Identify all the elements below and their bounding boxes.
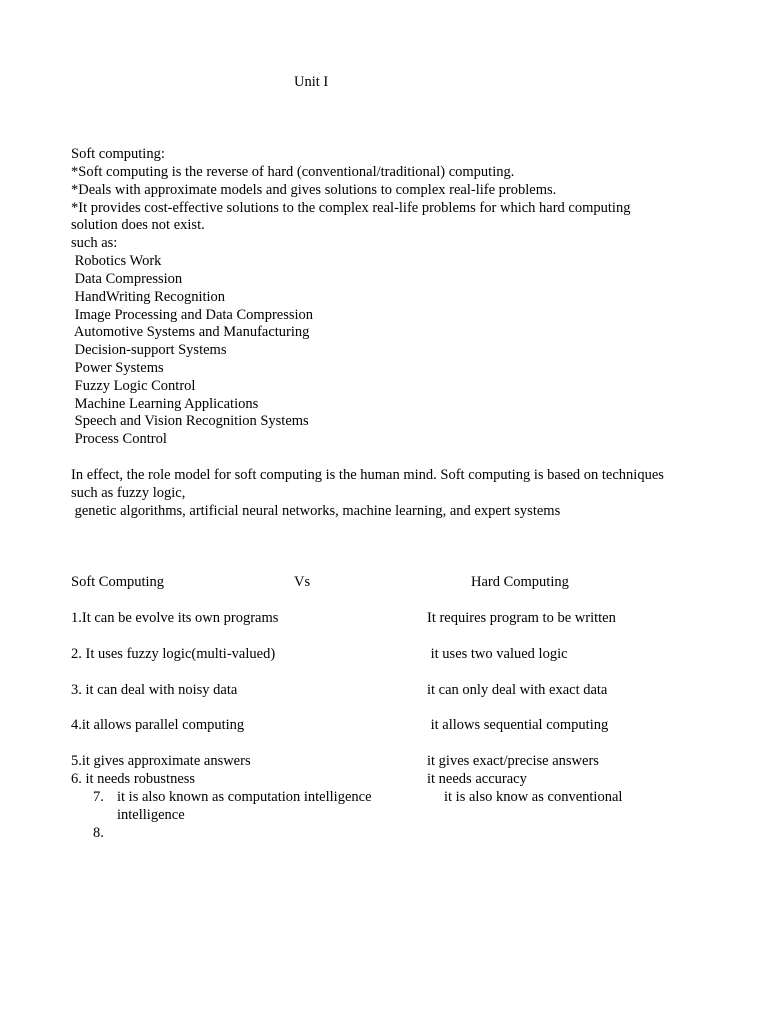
point-line: *Deals with approximate models and gives solutions to complex real-life problems. [71, 182, 557, 198]
point-line: *Soft computing is the reverse of hard (conventional/traditional) computing. [71, 164, 515, 180]
point-line: *It provides cost-effective solutions to the complex real-life problems for which hard computing [71, 200, 631, 216]
comparison-left-cell: 4.it allows parallel computing [71, 717, 245, 733]
comparison-left-cell: 5.it gives approximate answers [71, 753, 251, 769]
comparison-left-cell: 3. it can deal with noisy data [71, 682, 238, 698]
comparison-right-cell: it can only deal with exact data [427, 682, 608, 698]
application-item: Speech and Vision Recognition Systems [71, 413, 309, 429]
comparison-right-cell: it is also know as conventional [444, 789, 623, 805]
comparison-left-header: Soft Computing [71, 574, 165, 590]
application-item: Automotive Systems and Manufacturing [71, 324, 310, 340]
comparison-right-cell: it gives exact/precise answers [427, 753, 599, 769]
comparison-vs: Vs [294, 574, 311, 590]
comparison-left-cell: it is also known as computation intelligence [117, 789, 372, 805]
comparison-left-cell: intelligence [117, 807, 185, 823]
point-line: such as: [71, 235, 118, 251]
paragraph-line: In effect, the role model for soft computing is the human mind. Soft computing is based on techniques [71, 467, 664, 483]
comparison-right-header: Hard Computing [471, 574, 569, 590]
comparison-right-cell: It requires program to be written [427, 610, 616, 626]
application-item: Power Systems [71, 360, 164, 376]
comparison-right-cell: it allows sequential computing [427, 717, 609, 733]
section-heading: Soft computing: [71, 146, 165, 162]
comparison-right-cell: it uses two valued logic [427, 646, 568, 662]
comparison-right-cell: it needs accuracy [427, 771, 527, 787]
application-item: Machine Learning Applications [71, 396, 259, 412]
point-line: solution does not exist. [71, 217, 205, 233]
application-item: Process Control [71, 431, 167, 447]
list-number: 7. [93, 789, 104, 805]
application-item: Fuzzy Logic Control [71, 378, 196, 394]
paragraph-line: genetic algorithms, artificial neural networks, machine learning, and expert systems [71, 503, 561, 519]
page-title: Unit I [294, 74, 329, 90]
application-item: Data Compression [71, 271, 183, 287]
comparison-left-cell: 1.It can be evolve its own programs [71, 610, 279, 626]
application-item: Robotics Work [71, 253, 162, 269]
list-number: 8. [93, 825, 104, 841]
comparison-left-cell: 2. It uses fuzzy logic(multi-valued) [71, 646, 276, 662]
application-item: HandWriting Recognition [71, 289, 226, 305]
application-item: Decision-support Systems [71, 342, 227, 358]
paragraph-line: such as fuzzy logic, [71, 485, 186, 501]
application-item: Image Processing and Data Compression [71, 307, 314, 323]
comparison-left-cell: 6. it needs robustness [71, 771, 196, 787]
